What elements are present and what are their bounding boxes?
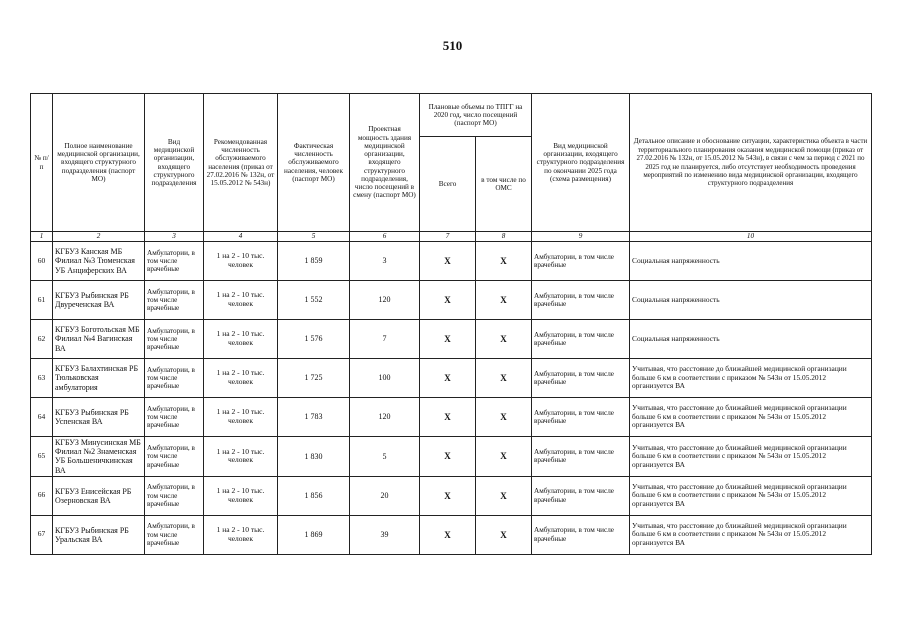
org-kind-cell: Амбулатории, в том числе врачебные [145,281,204,320]
table-row [31,320,872,359]
org-kind-2025-cell: Амбулатории, в том числе врачебные [532,437,630,477]
recommended-population-cell: 1 на 2 - 10 тыс. человек [204,359,278,398]
oms-cell: X [476,437,532,477]
org-name-cell: КГБУЗ Рыбинская РБ Двуреченская ВА [53,281,145,320]
table-row [31,398,872,437]
column-number: 1 [31,232,53,242]
description-cell: Учитывая, что расстояние до ближайшей медицинской организации больше 6 км в соответствии с приказом № 543н от 15.05.2012 организуется ВА [630,515,872,554]
capacity-cell: 7 [350,320,420,359]
total-cell: X [420,359,476,398]
header-capacity: Проектная мощность здания медицинской организации, входящего структурного подразделения, число посещений в смену (паспорт МО) [350,94,420,232]
row-number: 65 [31,437,53,477]
actual-population-cell: 1 576 [278,320,350,359]
column-number: 10 [630,232,872,242]
header-org-kind-2025: Вид медицинской организации, входящего структурного подразделения по окончании 2025 года (схема размещения) [532,94,630,232]
oms-cell: X [476,320,532,359]
page-number: 510 [442,38,463,53]
capacity-cell: 5 [350,437,420,477]
header-recommended-population: Рекомендованная численность обслуживаемого населения (приказ от 27.02.2016 № 132н, от 15.05.2012 № 543н) [204,94,278,232]
oms-cell: X [476,476,532,515]
header-org-kind: Вид медицинской организации, входящего структурного подразделения [145,94,204,232]
header-total: Всего [420,137,476,232]
org-kind-cell: Амбулатории, в том числе врачебные [145,437,204,477]
capacity-cell: 120 [350,398,420,437]
org-name-cell: КГБУЗ Рыбинская РБ Успенская ВА [53,398,145,437]
column-number: 9 [532,232,630,242]
org-kind-cell: Амбулатории, в том числе врачебные [145,359,204,398]
column-number: 2 [53,232,145,242]
row-number: 61 [31,281,53,320]
header-oms: в том числе по ОМС [476,137,532,232]
description-cell: Учитывая, что расстояние до ближайшей медицинской организации больше 6 км в соответствии с приказом № 543н от 15.05.2012 организуется ВА [630,476,872,515]
recommended-population-cell: 1 на 2 - 10 тыс. человек [204,242,278,281]
actual-population-cell: 1 830 [278,437,350,477]
row-number: 62 [31,320,53,359]
recommended-population-cell: 1 на 2 - 10 тыс. человек [204,320,278,359]
recommended-population-cell: 1 на 2 - 10 тыс. человек [204,476,278,515]
description-cell: Учитывая, что расстояние до ближайшей медицинской организации больше 6 км в соответствии с приказом № 543н от 15.05.2012 организуется ВА [630,437,872,477]
column-number: 4 [204,232,278,242]
org-kind-2025-cell: Амбулатории, в том числе врачебные [532,476,630,515]
medical-organizations-table [30,93,872,555]
actual-population-cell: 1 856 [278,476,350,515]
org-name-cell: КГБУЗ Енисейская РБ Озерновская ВА [53,476,145,515]
oms-cell: X [476,359,532,398]
description-cell: Социальная напряженность [630,281,872,320]
total-cell: X [420,398,476,437]
recommended-population-cell: 1 на 2 - 10 тыс. человек [204,398,278,437]
header-org-name: Полное наименование медицинской организации, входящего структурного подразделения (паспорт МО) [53,94,145,232]
table-row [31,359,872,398]
org-kind-2025-cell: Амбулатории, в том числе врачебные [532,398,630,437]
table-row [31,437,872,477]
table-row [31,476,872,515]
header-number: № п/п [31,94,53,232]
actual-population-cell: 1 725 [278,359,350,398]
oms-cell: X [476,398,532,437]
row-number: 66 [31,476,53,515]
description-cell: Социальная напряженность [630,242,872,281]
recommended-population-cell: 1 на 2 - 10 тыс. человек [204,515,278,554]
row-number: 67 [31,515,53,554]
capacity-cell: 100 [350,359,420,398]
header-actual-population: Фактическая численность обслуживаемого населения, человек (паспорт МО) [278,94,350,232]
row-number: 63 [31,359,53,398]
org-kind-cell: Амбулатории, в том числе врачебные [145,398,204,437]
description-cell: Учитывая, что расстояние до ближайшей медицинской организации больше 6 км в соответствии с приказом № 543н от 15.05.2012 организуется ВА [630,398,872,437]
total-cell: X [420,320,476,359]
actual-population-cell: 1 869 [278,515,350,554]
capacity-cell: 120 [350,281,420,320]
org-kind-cell: Амбулатории, в том числе врачебные [145,242,204,281]
org-kind-2025-cell: Амбулатории, в том числе врачебные [532,242,630,281]
total-cell: X [420,242,476,281]
column-number: 3 [145,232,204,242]
capacity-cell: 39 [350,515,420,554]
row-number: 60 [31,242,53,281]
org-kind-cell: Амбулатории, в том числе врачебные [145,476,204,515]
actual-population-cell: 1 859 [278,242,350,281]
recommended-population-cell: 1 на 2 - 10 тыс. человек [204,281,278,320]
org-kind-cell: Амбулатории, в том числе врачебные [145,515,204,554]
org-name-cell: КГБУЗ Балахтинская РБ Тюльковская амбулатория [53,359,145,398]
column-number: 5 [278,232,350,242]
table-row [31,242,872,281]
org-name-cell: КГБУЗ Рыбинская РБ Уральская ВА [53,515,145,554]
table-row [31,281,872,320]
org-name-cell: КГБУЗ Канская МБ Филиал №3 Тюменская УБ Анциферских ВА [53,242,145,281]
oms-cell: X [476,281,532,320]
column-number: 8 [476,232,532,242]
oms-cell: X [476,242,532,281]
row-number: 64 [31,398,53,437]
org-kind-2025-cell: Амбулатории, в том числе врачебные [532,515,630,554]
table-row [31,515,872,554]
header-planned-volumes: Плановые объемы по ТПГГ на 2020 год, число посещений (паспорт МО) [420,94,532,137]
org-kind-2025-cell: Амбулатории, в том числе врачебные [532,320,630,359]
column-number: 6 [350,232,420,242]
actual-population-cell: 1 552 [278,281,350,320]
recommended-population-cell: 1 на 2 - 10 тыс. человек [204,437,278,477]
column-number: 7 [420,232,476,242]
capacity-cell: 20 [350,476,420,515]
capacity-cell: 3 [350,242,420,281]
org-name-cell: КГБУЗ Боготольская МБ Филиал №4 Вагинская ВА [53,320,145,359]
total-cell: X [420,476,476,515]
actual-population-cell: 1 783 [278,398,350,437]
org-kind-cell: Амбулатории, в том числе врачебные [145,320,204,359]
total-cell: X [420,437,476,477]
org-kind-2025-cell: Амбулатории, в том числе врачебные [532,359,630,398]
description-cell: Учитывая, что расстояние до ближайшей медицинской организации больше 6 км в соответствии с приказом № 543н от 15.05.2012 организуется ВА [630,359,872,398]
total-cell: X [420,281,476,320]
header-description: Детальное описание и обоснование ситуации, характеристика объекта в части территориального планирования оказания медицинской помощи (приказ от 27.02.2016 № 132н, от 15.05.2012 № 543н), в связи с чем за период с 2021 по 2025 год не планируется, либо отсутствует необходимость проведения мероприятий по изменению вида медицинской организации, входящего структурного подразделения [630,94,872,232]
total-cell: X [420,515,476,554]
oms-cell: X [476,515,532,554]
description-cell: Социальная напряженность [630,320,872,359]
org-name-cell: КГБУЗ Минусинская МБ Филиал №2 Знаменская УБ Большеничкинская ВА [53,437,145,477]
column-numbers-row [31,232,872,242]
org-kind-2025-cell: Амбулатории, в том числе врачебные [532,281,630,320]
